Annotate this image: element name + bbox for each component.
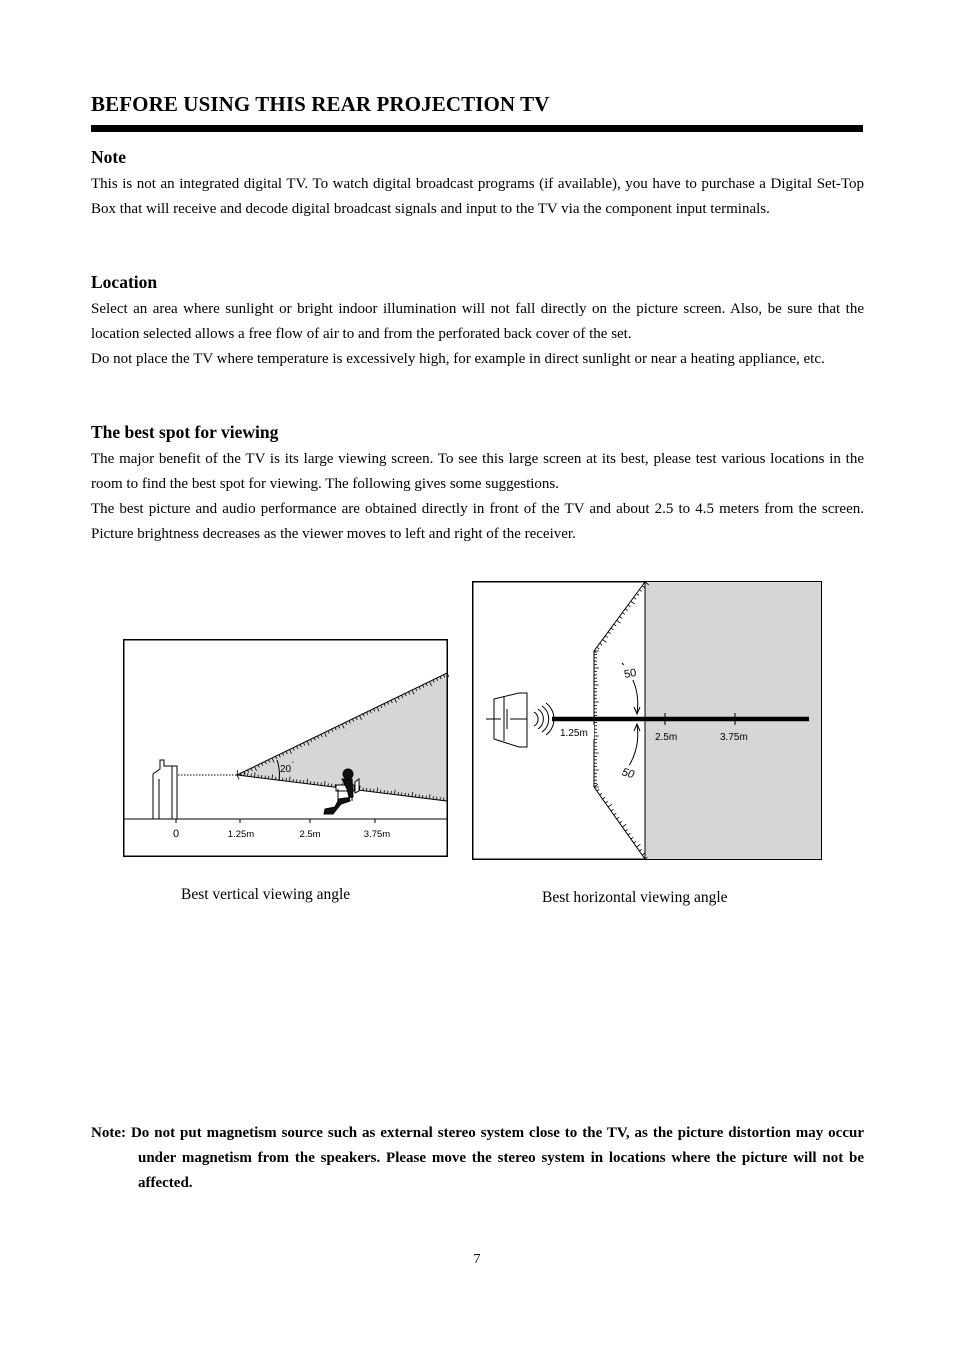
lower-angle-label: 50 bbox=[620, 766, 636, 782]
distance-label-3: 3.75m bbox=[720, 732, 748, 743]
distance-label-1: 1.25m bbox=[560, 728, 588, 739]
vertical-angle-label: 20 bbox=[280, 764, 292, 775]
note-section bbox=[91, 146, 864, 222]
distance-label-2: 2.5m bbox=[655, 732, 678, 743]
best-spot-heading: The best spot for viewing bbox=[91, 422, 279, 442]
vertical-angle-diagram bbox=[123, 639, 449, 859]
best-spot-paragraph-2: The best picture and audio performance are obtained directly in front of the TV and about 2.5 to 4.5 meters from the screen. Picture brightness decreases as the viewer moves to left and right of the receiver. bbox=[91, 501, 864, 542]
axis-label-3: 3.75m bbox=[363, 829, 391, 840]
horizontal-angle-figure bbox=[472, 581, 823, 862]
page-title: BEFORE USING THIS REAR PROJECTION TV bbox=[91, 92, 550, 116]
note-heading: Note bbox=[91, 147, 126, 167]
location-heading: Location bbox=[91, 272, 158, 292]
horizontal-figure-caption: Best horizontal viewing angle bbox=[542, 889, 728, 906]
upper-angle-label: 50 bbox=[623, 666, 638, 681]
horizontal-angle-diagram bbox=[472, 581, 823, 862]
note-label: Note: bbox=[91, 1125, 126, 1141]
magnetism-warning-note bbox=[91, 1121, 864, 1196]
location-section bbox=[91, 271, 864, 372]
vertical-figure-caption: Best vertical viewing angle bbox=[181, 886, 351, 903]
location-paragraph-1: Select an area where sunlight or bright indoor illumination will not fall directly on the picture screen. Also, be sure that the location selected allows a free flow of air to and from the perforated back cover of the set. bbox=[91, 301, 864, 342]
note-text: Do not put magnetism source such as external stereo system close to the TV, as the picture distortion may occur under magnetism from the speakers. Please move the stereo system in locations where the picture will not be affected. bbox=[130, 1125, 864, 1191]
location-paragraph-2: Do not place the TV where temperature is excessively high, for example in direct sunlight or near a heating appliance, etc. bbox=[91, 351, 825, 367]
best-spot-section bbox=[91, 421, 864, 547]
page-number: 7 bbox=[473, 1252, 481, 1267]
note-paragraph: This is not an integrated digital TV. To watch digital broadcast programs (if available), you have to purchase a Digital Set-Top Box that will receive and decode digital broadcast signals and input to the TV via the component input terminals. bbox=[91, 176, 864, 217]
best-spot-paragraph-1: The major benefit of the TV is its large viewing screen. To see this large screen at its best, please test various locations in the room to find the best spot for viewing. The following gives some suggestions. bbox=[91, 451, 864, 492]
title-rule bbox=[91, 125, 863, 132]
vertical-angle-figure bbox=[123, 639, 449, 859]
axis-label-1: 1.25m bbox=[227, 829, 255, 840]
degree-mark: ° bbox=[292, 761, 294, 767]
axis-label-0: 0 bbox=[172, 828, 180, 840]
axis-label-2: 2.5m bbox=[299, 829, 321, 840]
